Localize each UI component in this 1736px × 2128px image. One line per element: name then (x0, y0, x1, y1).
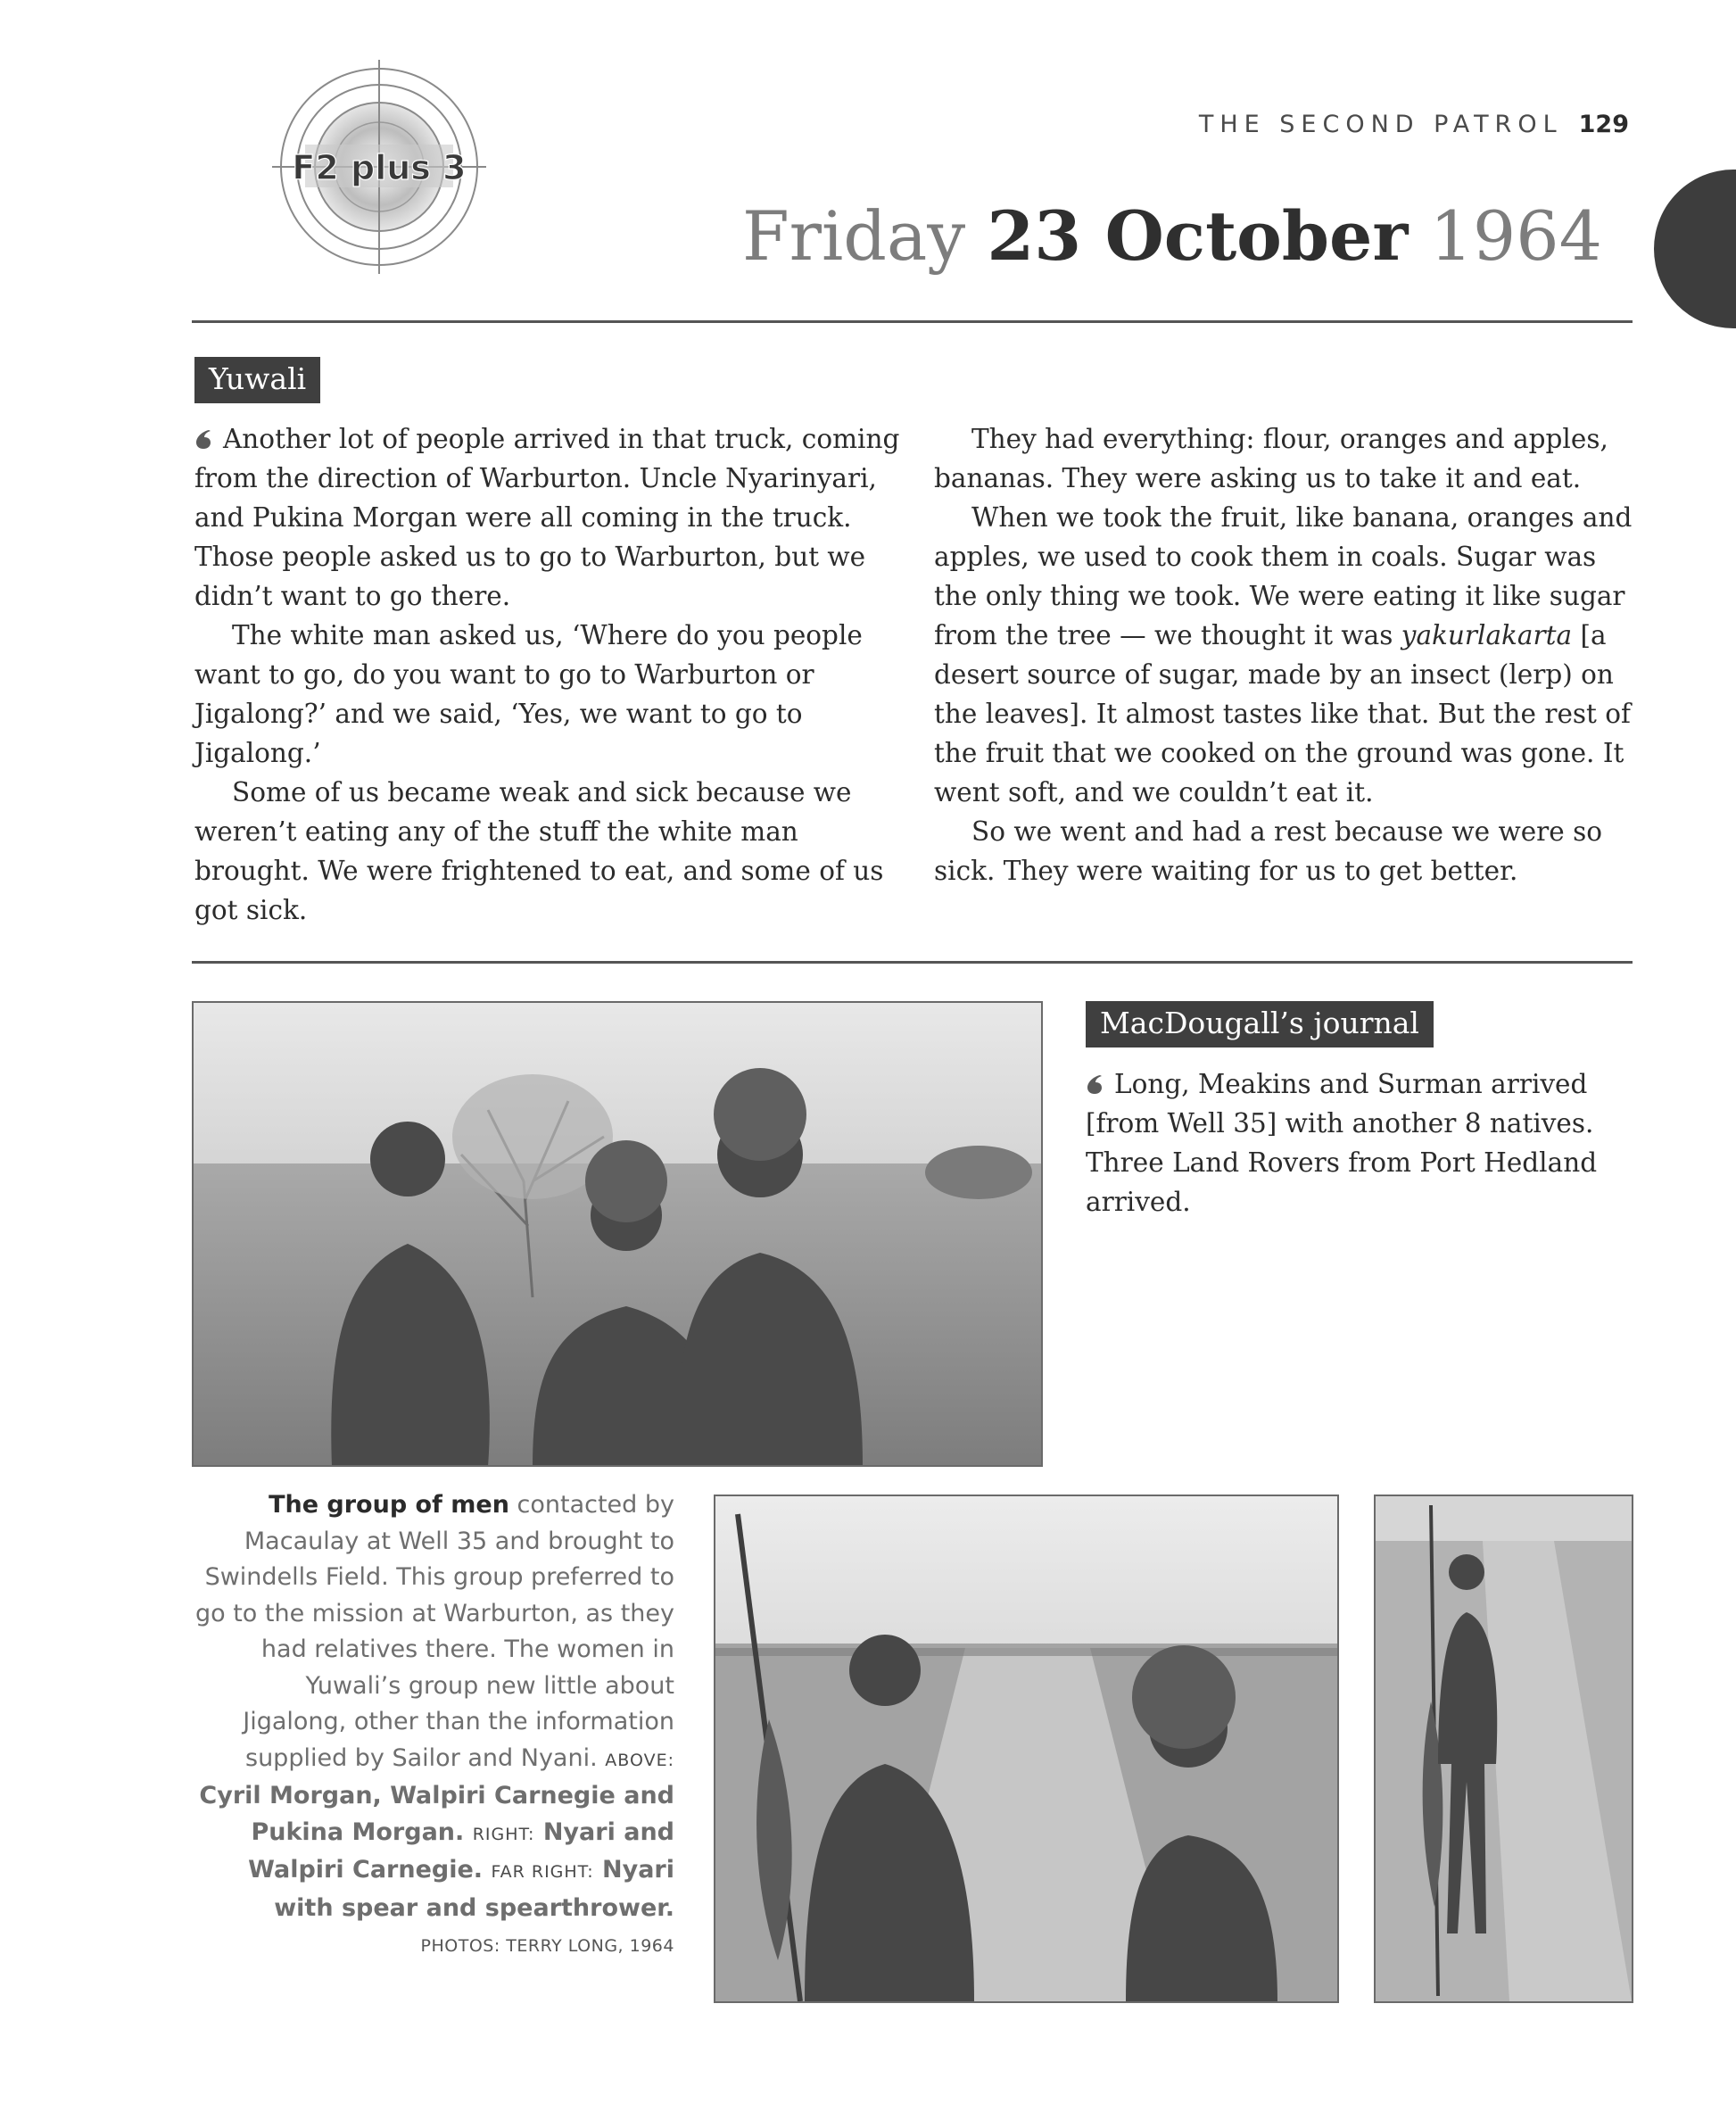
running-head: THE SECOND PATROL 129 (1198, 111, 1629, 138)
yuwali-column-1 (194, 419, 901, 930)
quote-mark-icon (1086, 1066, 1105, 1088)
f2-plus-3-logo (268, 55, 491, 278)
yuwali-column-2 (934, 419, 1634, 890)
paragraph: Another lot of people arrived in that truck, coming from the direction of Warburton. Uncle Nyarinyari, and Pukina Morgan were all coming in the truck. Those people asked us to go to Warburton, but we didn’t want to go there. (194, 419, 901, 616)
paragraph: Some of us became weak and sick because we weren’t eating any of the stuff the white man brought. We were frightened to eat, and some of us got sick. (194, 777, 884, 925)
page-number: 129 (1578, 111, 1629, 138)
paragraph: So we went and had a rest because we were so sick. They were waiting for us to get better. (934, 816, 1603, 886)
section-label-yuwali: Yuwali (194, 357, 320, 403)
photo-nyari-with-spear (1374, 1495, 1633, 2003)
top-divider (192, 320, 1633, 323)
journal-entry (1086, 1064, 1621, 1221)
italic-term: yakurlakarta (1401, 620, 1573, 650)
svg-text:F2 plus 3: F2 plus 3 (292, 148, 467, 187)
paragraph: The white man asked us, ‘Where do you people want to go, do you want to go to Warburton or Jigalong?’ and we said, ‘Yes, we want to go to Jigalong.’ (194, 620, 863, 768)
quote-mark-icon (194, 421, 214, 443)
page-title: Friday 23 October 1964 (741, 196, 1602, 276)
photo-credit: PHOTOS: TERRY LONG, 1964 (420, 1936, 674, 1956)
photo-three-men (192, 1001, 1043, 1467)
paragraph: When we took the fruit, like banana, oranges and apples, we used to cook them in coals. Sugar was the only thing we took. We were eating it like sugar from the tree — we thought it was yakurlakarta [a desert source of sugar, made by an insect (lerp) on the leaves]. It almost tastes like that. But the rest of the fruit that we cooked on the ground was gone. It went soft, and we couldn’t eat it. (934, 502, 1633, 807)
photo-nyari-and-walpiri (714, 1495, 1339, 2003)
photo-caption: The group of men contacted by Macaulay at Well 35 and brought to Swindells Field. This group preferred to go to the mission at Warburton, as they had relatives there. The women in Yuwali’s group new little about Jigalong, other than the information supplied by Sailor and Nyani. ABOVE: Cyril Morgan, Walpiri Carnegie and Pukina Morgan. RIGHT: Nyari and Walpiri Carnegie. FAR RIGHT: Nyari with spear and spearthrower. PHOTOS: TERRY LONG, 1964 (194, 1491, 674, 1956)
middle-divider (192, 961, 1633, 964)
paragraph: Long, Meakins and Surman arrived [from Well 35] with another 8 natives. Three Land Rovers from Port Hedland arrived. (1086, 1064, 1621, 1221)
paragraph: They had everything: flour, oranges and apples, bananas. They were asking us to take it and eat. (934, 424, 1608, 493)
section-label-journal: MacDougall’s journal (1086, 1001, 1434, 1047)
chapter-tab-marker (1654, 170, 1736, 328)
